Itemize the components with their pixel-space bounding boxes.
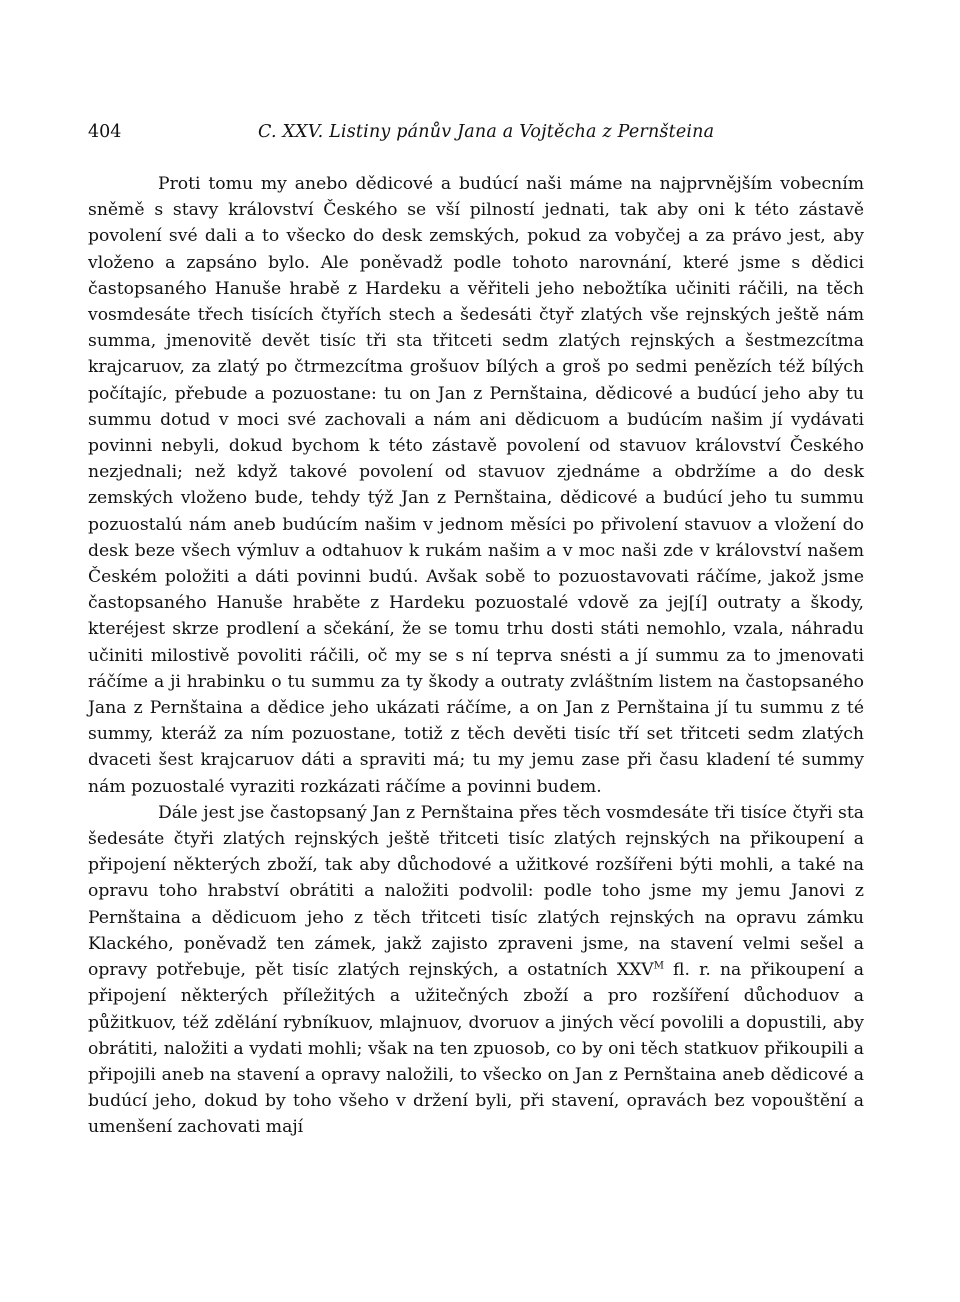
roman-numeral: XXV: [616, 960, 654, 981]
paragraph-2-continuation: fl. r. na přikoupení a připojení některých příležitých a užitečných zboží a pro rozšíření důchoduov a půžitkuov, též zdělání rybníkuov, mlajnuov, dvoruov a jiných věcí povolili a dopustili, aby obrátiti, naložiti a vydati mohli; však na ten zpuosob, co by oni těch statkuov přikoupili a připojili aneb na stavení a opravy naložili, to všecko on Jan z Pernštaina aneb dědicové a budúcí jeho, dokud by toho všeho v držení byli, při stavení, opravách bez vopouštění a umenšení zachovati mají: [88, 960, 864, 1138]
running-title: C. XXV. Listiny pánův Jana a Vojtěcha z Pernšteina: [258, 122, 715, 142]
document-page: [88, 118, 864, 1141]
superscript-marker: M: [653, 960, 664, 972]
paragraph-2-text: Dále jest jse častopsaný Jan z Pernštaina přes těch vosmdesáte tři tisíce čtyři sta šedesáte čtyři zlatých rejnských ještě třitceti tisíc zlatých rejnských na přikoupení a připojení některých zboží, tak aby důchodové a užitkové rozšířeni býti mohli, a také na opravu toho hrabství obrátiti a naložiti podvolil: podle toho jsme my jemu Janovi z Pernštaina a dědicuom jeho z těch třitceti tisíc zlatých rejnských na opravu zámku Klackého, poněvadž ten zámek, jakž zajisto zpraveni jsme, na stavení velmi sešel a opravy potřebuje, pět tisíc zlatých rejnských, a ostatních: [88, 802, 864, 981]
paragraph-2: [88, 800, 864, 1141]
body-text: [88, 171, 864, 1141]
running-head: [88, 118, 864, 146]
paragraph-1: Proti tomu my anebo dědicové a budúcí naši máme na najprvnějším vobecním sněmě s stavy království Českého se vší pilností jednati, tak aby oni k této zástavě povolení své dali a to všecko do desk zemských, pokud za vobyčej a za právo jest, aby vloženo a zapsáno bylo. Ale poněvadž podle tohoto narovnání, které jsme s dědici častopsaného Hanuše hrabě z Hardeku a věřiteli jeho nebožtíka učiniti ráčili, na těch vosmdesáte třech tisících čtyřích stech a šedesáti čtyř zlatých vše rejnských ještě nám summa, jmenovitě devět tisíc tři sta třitceti sedm zlatých rejnských a šestmezcítma krajcaruov, za zlatý po čtrmezcítma grošuov bílých a groš po sedmi penězích též bílých počítajíc, přebude a pozuostane: tu on Jan z Pernštaina, dědicové a budúcí jeho aby tu summu dotud v moci své zachovali a nám ani dědicuom a budúcím našim jí vydávati povinni nebyli, dokud bychom k této zástavě povolení od stavuov království Českého nezjednali; než když takové povolení od stavuov zjednáme a obdržíme a do desk zemských vloženo bude, tehdy týž Jan z Pernštaina, dědicové a budúcí jeho tu summu pozuostalú nám aneb budúcím našim v jednom měsíci po přivolení stavuov a vložení do desk beze všech výmluv a odtahuov k rukám našim a v moc naši zde v království našem Českém položiti a dáti povinni budú. Avšak sobě to pozuostavovati ráčíme, jakož jsme častopsaného Hanuše hraběte z Hardeku pozuostalé vdově za jej[í] outraty a škody, kteréjest skrze prodlení a sčekání, že se tomu trhu dosti státi nemohlo, vzala, náhradu učiniti milostivě povoliti ráčili, oč my se s ní teprva snésti a jí summu za to jmenovati ráčíme a ji hrabinku o tu summu za ty škody a outraty zvláštním listem na častopsaného Jana z Pernštaina a dědice jeho ukázati ráčíme, a on Jan z Pernštaina jí tu summu z té summy, kteráž za ním pozuostane, totiž z těch devěti tisíc tří set třitceti sedm zlatých dvaceti šest krajcaruov dáti a spraviti má; tu my jemu zase při času kladení té summy nám pozuostalé vyraziti rozkázati ráčíme a povinni budem.: [88, 174, 864, 797]
page-number: 404: [88, 122, 122, 142]
